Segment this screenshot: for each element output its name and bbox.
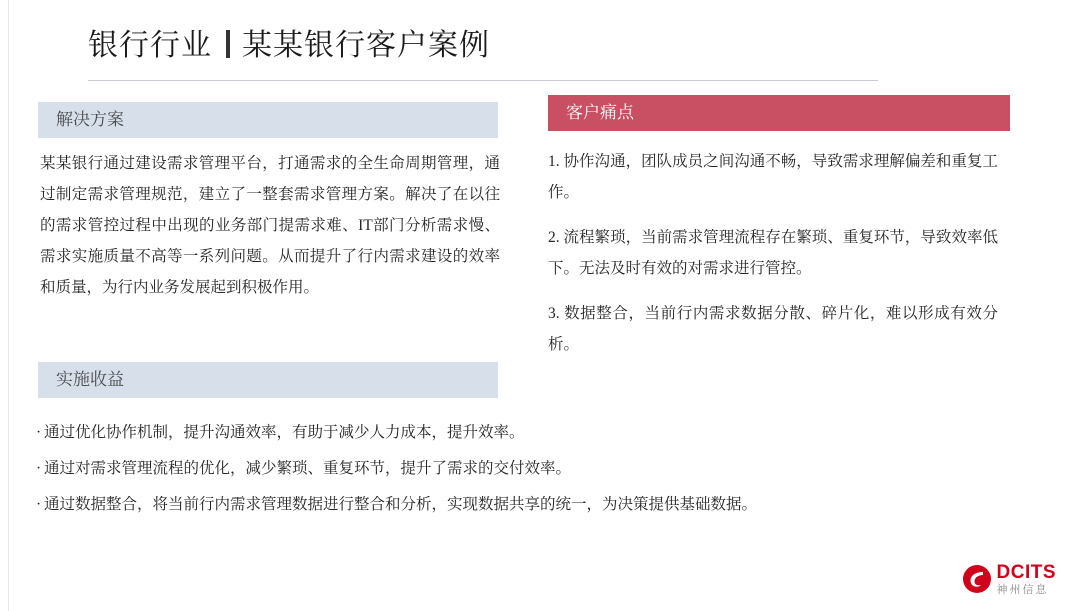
- solution-panel-body: 某某银行通过建设需求管理平台，打通需求的全生命周期管理，通过制定需求管理规范，建立了一整套需求管理方案。解决了在以往的需求管控过程中出现的业务部门提需求难、IT部门分析需求慢、需求实施质量不高等一系列问题。从而提升了行内需求建设的效率和质量，为行内业务发展起到积极作用。: [40, 155, 500, 296]
- left-edge-bar: [0, 0, 9, 611]
- benefits-panel-header: 实施收益: [38, 362, 498, 398]
- title-separator-icon: [226, 30, 230, 58]
- list-item: [36, 451, 1016, 487]
- list-item-label: 通过优化协作机制，提升沟通效率，有助于减少人力成本，提升效率。: [44, 424, 525, 441]
- bullet-icon: ·: [36, 496, 42, 513]
- list-item: 2. 流程繁琐，当前需求管理流程存在繁琐、重复环节，导致效率低下。无法及时有效的对需求进行管控。: [548, 229, 998, 277]
- page-title-main: 银行行业: [88, 29, 212, 62]
- company-logo: [962, 559, 1057, 599]
- list-item: 1. 协作沟通，团队成员之间沟通不畅，导致需求理解偏差和重复工作。: [548, 153, 998, 201]
- benefits-list: [36, 415, 1016, 523]
- pain-points-list: [548, 146, 998, 374]
- pain-points-panel-header: 客户痛点: [548, 95, 1010, 131]
- page-title: [88, 20, 490, 64]
- bullet-icon: ·: [36, 460, 42, 477]
- list-item-label: 通过对需求管理流程的优化，减少繁琐、重复环节，提升了需求的交付效率。: [44, 460, 572, 477]
- dcits-swirl-icon: [962, 564, 992, 594]
- list-item-label: 通过数据整合，将当前行内需求管理数据进行整合和分析，实现数据共享的统一，为决策提供基础数据。: [44, 496, 758, 513]
- list-item: [36, 487, 1016, 523]
- solution-panel-header: 解决方案: [38, 102, 498, 138]
- bullet-icon: ·: [36, 424, 42, 441]
- logo-name-en: DCITS: [996, 561, 1056, 583]
- list-item: 3. 数据整合，当前行内需求数据分散、碎片化，难以形成有效分析。: [548, 305, 998, 353]
- logo-text: [997, 563, 1057, 596]
- page-title-sub: 某某银行客户案例: [242, 29, 490, 62]
- logo-name-cn: 神州信息: [996, 583, 1049, 596]
- title-divider: [88, 80, 878, 81]
- list-item: [36, 415, 1016, 451]
